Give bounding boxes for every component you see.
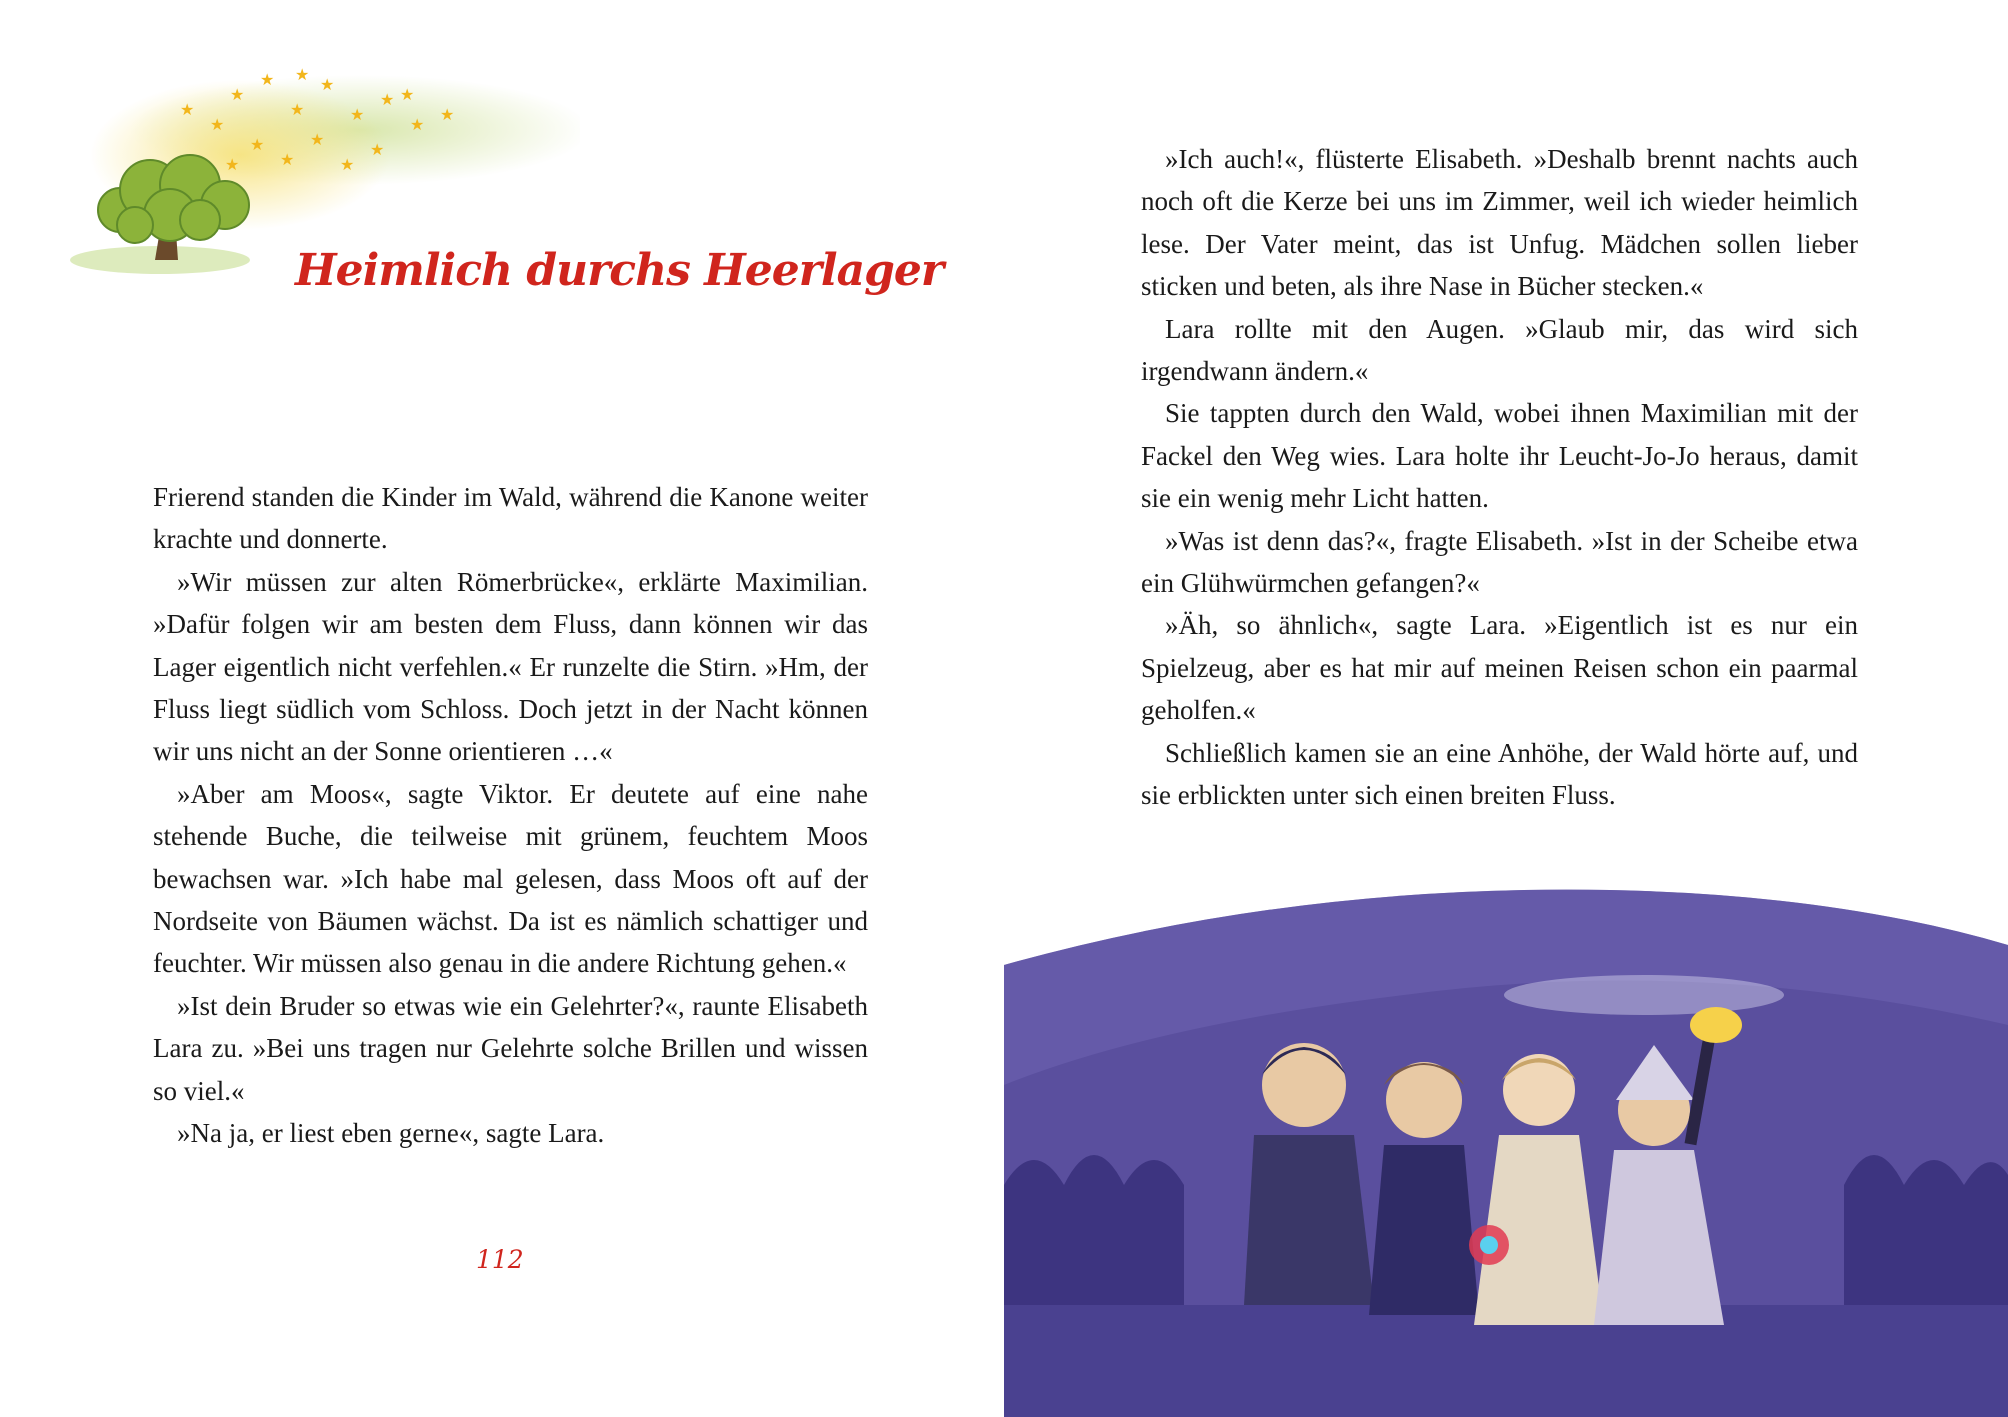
- paragraph: »Ich auch!«, flüsterte Elisabeth. »Deshalb brennt nachts auch noch oft die Kerze bei uns im Zimmer, weil ich wieder heimlich lese. Der Vater meint, das ist Unfug. Mädchen sollen lieber sticken und beten, als ihre Nase in Bücher stecken.«: [1141, 144, 1858, 302]
- svg-text:★: ★: [370, 140, 385, 159]
- paragraph: Frierend standen die Kinder im Wald, während die Kanone weiter krachte und donnerte.: [153, 482, 868, 555]
- paragraph: Schließlich kamen sie an eine Anhöhe, der Wald hörte auf, und sie erblickten unter sich einen breiten Fluss.: [1141, 737, 1858, 811]
- svg-text:★: ★: [230, 85, 245, 104]
- svg-text:★: ★: [350, 105, 365, 124]
- paragraph: »Was ist denn das?«, fragte Elisabeth. »Ist in der Scheibe etwa ein Glühwürmchen gefangen?«: [1141, 525, 1858, 599]
- svg-text:★: ★: [210, 115, 225, 134]
- left-body-text: [153, 476, 868, 1155]
- svg-text:★: ★: [340, 155, 355, 174]
- right-body-text: [1141, 138, 1858, 817]
- chapter-title: Heimlich durchs Heerlager: [295, 245, 944, 296]
- page-number: 112: [476, 1245, 524, 1274]
- paragraph: Sie tappten durch den Wald, wobei ihnen Maximilian mit der Fackel den Weg wies. Lara holte ihr Leucht-Jo-Jo heraus, damit sie ein wenig mehr Licht hatten.: [1141, 398, 1858, 514]
- svg-text:★: ★: [310, 130, 325, 149]
- svg-text:★: ★: [180, 100, 195, 119]
- paragraph: »Na ja, er liest eben gerne«, sagte Lara.: [177, 1118, 605, 1149]
- paragraph: »Äh, so ähnlich«, sagte Lara. »Eigentlich ist es nur ein Spielzeug, aber es hat mir auf meinen Reisen schon ein paarmal geholfen.«: [1141, 610, 1858, 726]
- svg-text:★: ★: [280, 150, 295, 169]
- svg-text:★: ★: [295, 65, 310, 84]
- svg-text:★: ★: [320, 75, 335, 94]
- paragraph: Lara rollte mit den Augen. »Glaub mir, das wird sich irgendwann ändern.«: [1141, 313, 1858, 387]
- svg-text:★: ★: [260, 70, 275, 89]
- svg-text:★: ★: [380, 90, 395, 109]
- paragraph: »Aber am Moos«, sagte Viktor. Er deutete auf eine nahe stehende Buche, die teilweise mit grünem, feuchtem Moos bewachsen war. »Ich habe mal gelesen, dass Moos oft auf der Nordseite von Bäumen wächst. Da ist es nämlich schattiger und feuchter. Wir müssen also genau in die andere Richtung gehen.«: [153, 778, 868, 979]
- svg-text:★: ★: [400, 85, 415, 104]
- paragraph: »Ist dein Bruder so etwas wie ein Gelehrter?«, raunte Elisabeth Lara zu. »Bei uns tragen nur Gelehrte solche Brillen und wissen so viel.«: [153, 990, 868, 1106]
- svg-text:★: ★: [410, 115, 425, 134]
- night-forest-illustration: [1004, 885, 2008, 1417]
- svg-text:★: ★: [225, 155, 240, 174]
- right-page: [1004, 0, 2008, 1417]
- svg-text:★: ★: [440, 105, 455, 124]
- svg-text:★: ★: [290, 100, 305, 119]
- svg-text:★: ★: [250, 135, 265, 154]
- paragraph: »Wir müssen zur alten Römerbrücke«, erklärte Maximilian. »Dafür folgen wir am besten dem Fluss, dann können wir das Lager eigentlich nicht verfehlen.« Er runzelte die Stirn. »Hm, der Fluss liegt südlich vom Schloss. Doch jetzt in der Nacht können wir uns nicht an der Sonne orientieren …«: [153, 566, 868, 767]
